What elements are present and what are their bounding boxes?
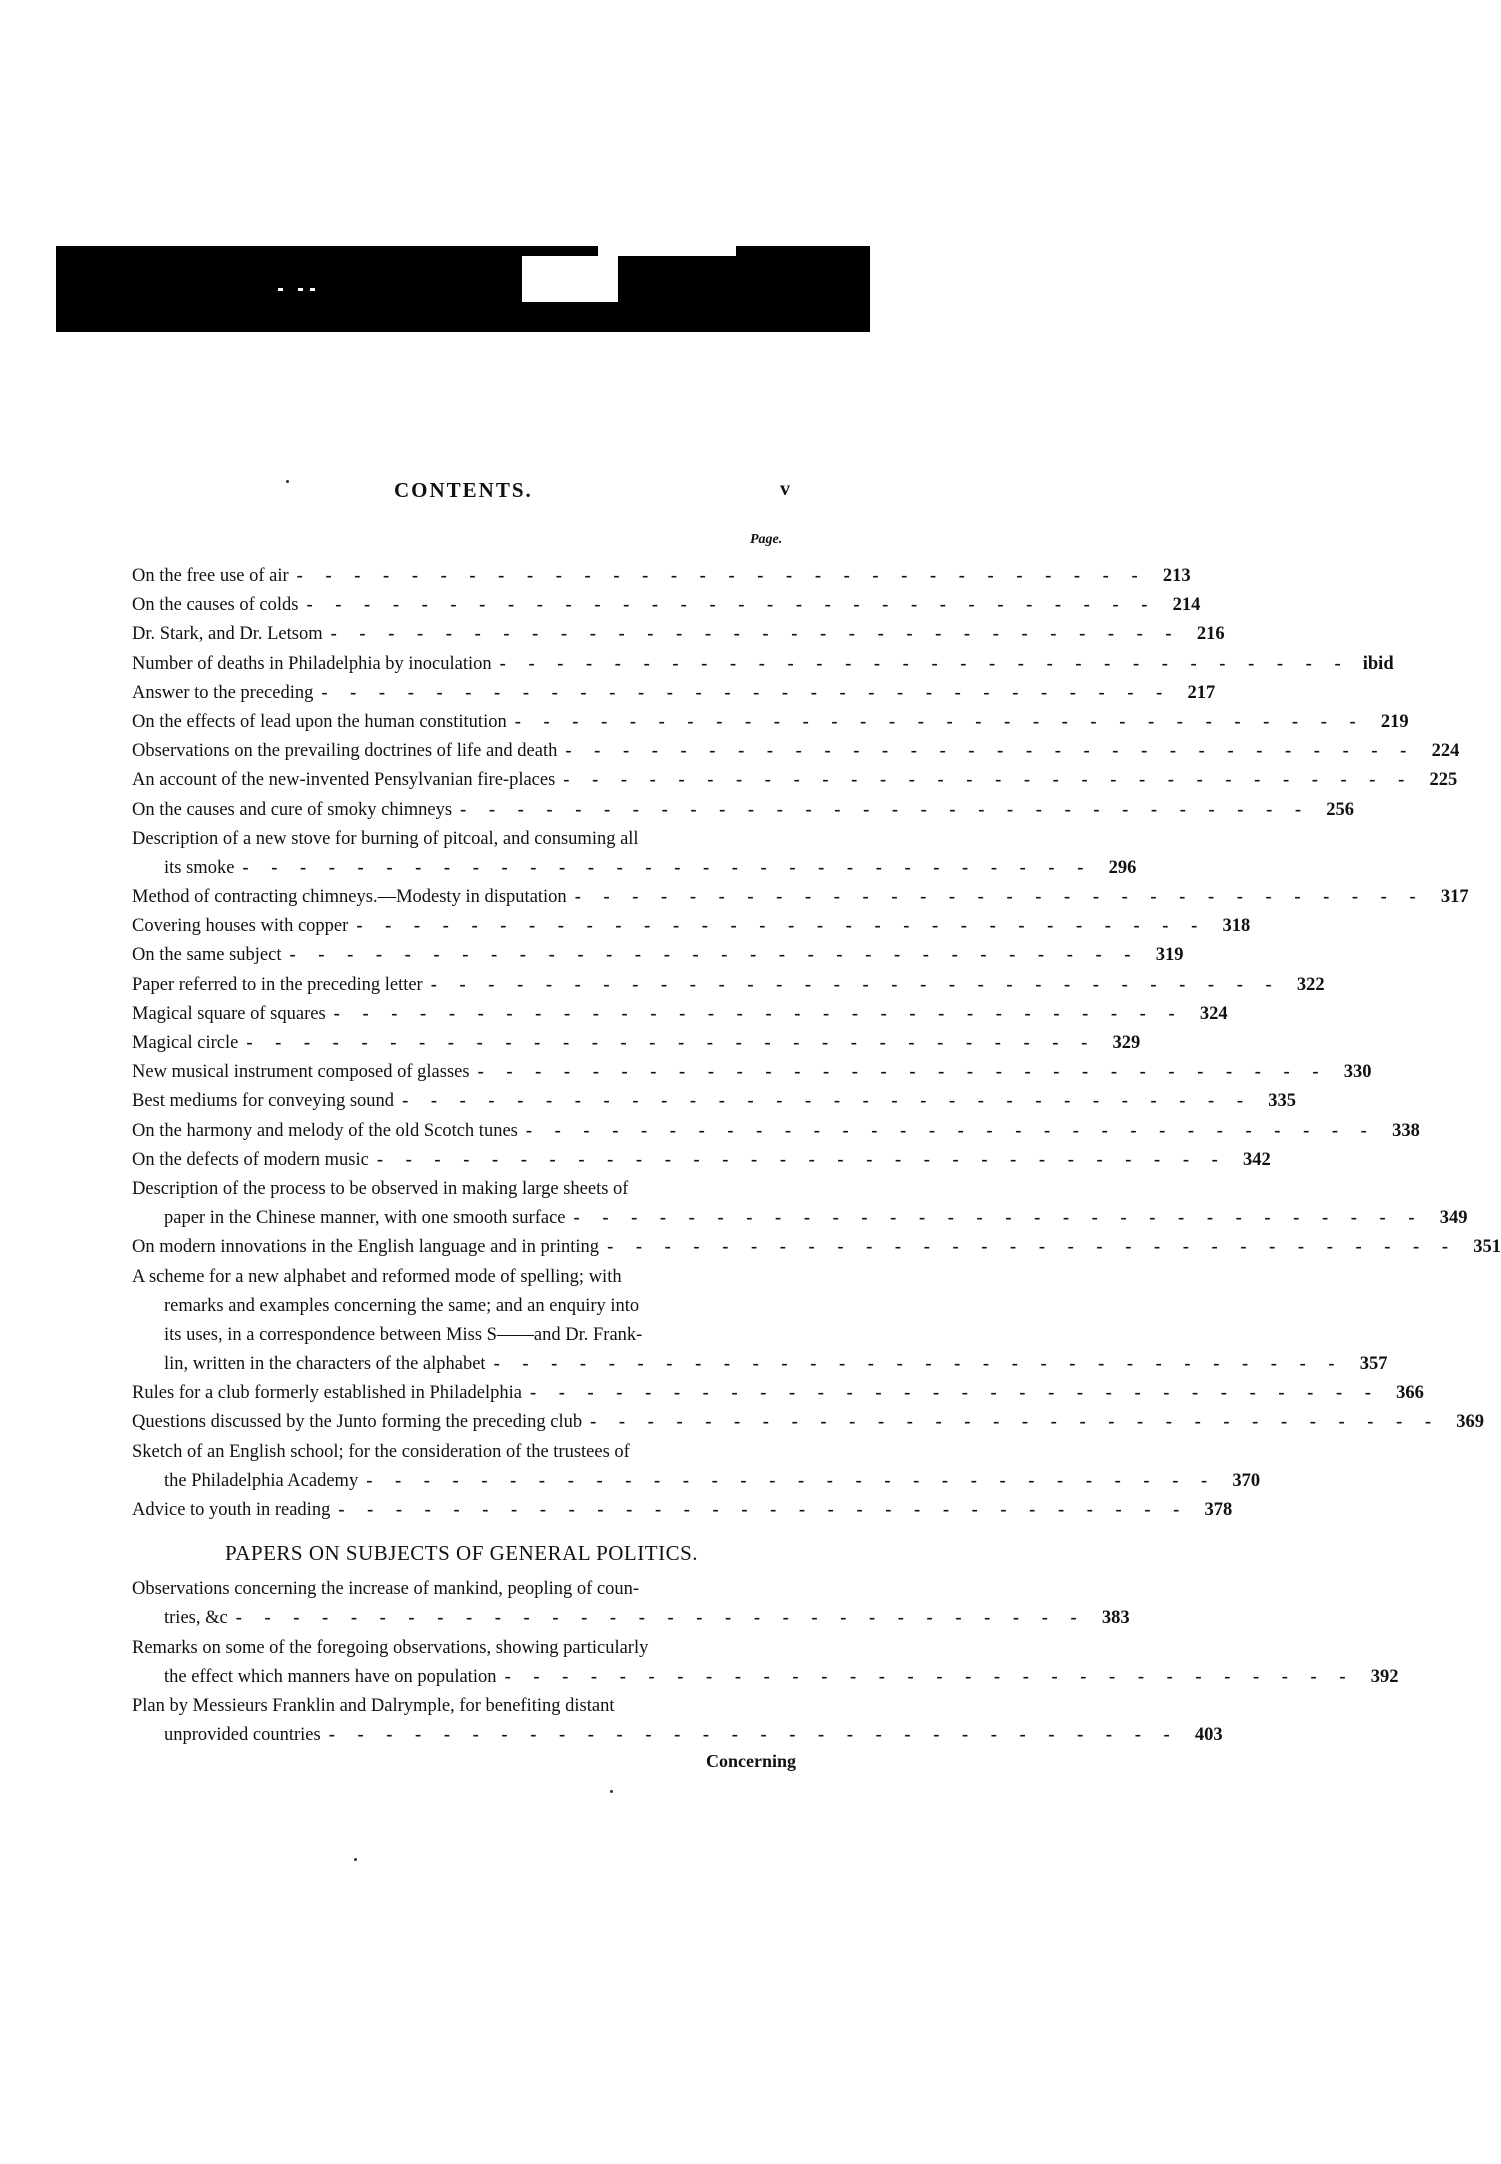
toc-entry-line (132, 620, 1225, 649)
leader-dots: - - - - - - - - - - - - - - - - - - - - - - - - - - - - - - (525, 1120, 1376, 1141)
toc-entry-line (132, 912, 1251, 941)
toc-entry-text: Magical square of squares (132, 1003, 326, 1024)
toc-page-number: 324 (1199, 1003, 1228, 1024)
toc-entry (132, 679, 1216, 708)
toc-entry (132, 1058, 1372, 1087)
catchword: Concerning (706, 1751, 796, 1771)
toc-entry-text: Method of contracting chimneys.—Modesty in disputation (132, 887, 567, 908)
toc-entry-text: Description of a new stove for burning of pitcoal, and consuming all (132, 828, 639, 849)
leader-dots: - - - - - - - - - - - - - - - - - - - - - - - - - - - - - - (235, 1608, 1086, 1629)
scan-speck (354, 1858, 357, 1861)
toc-page-number: 216 (1196, 624, 1225, 645)
toc-page-number: 317 (1440, 887, 1469, 908)
leader-dots: - - - - - - - - - - - - - - - - - - - - - - - - - - - - - - (289, 945, 1140, 966)
toc-entry-text: its smoke (164, 857, 235, 878)
leader-dots: - - - - - - - - - - - - - - - - - - - - - - - - - - - - - - (330, 624, 1181, 645)
toc-entry (132, 562, 1191, 591)
leader-dots: - - - - - - - - - - - - - - - - - - - - - - - - - - - - - - (356, 916, 1207, 937)
toc-entry-line (132, 1692, 807, 1721)
toc-entry (132, 1087, 1297, 1116)
leader-dots: - - - - - - - - - - - - - - - - - - - - - - - - - - - - - - (499, 653, 1350, 674)
leader-dots: - - - - - - - - - - - - - - - - - - - - - - - - - - - - - - (607, 1237, 1458, 1258)
toc-entry-line (132, 1350, 1388, 1379)
toc-entry-line (132, 1408, 1485, 1437)
toc-entry (132, 591, 1201, 620)
leader-dots: - - - - - - - - - - - - - - - - - - - - - - - - - - - - - - (242, 857, 1093, 878)
toc-entry (132, 1634, 1399, 1692)
toc-entry-text: Covering houses with copper (132, 916, 349, 937)
leader-dots: - - - - - - - - - - - - - - - - - - - - - - - - - - - - - - (493, 1354, 1344, 1375)
page-header (0, 478, 953, 508)
toc-entry (132, 1000, 1228, 1029)
toc-entry-line (132, 1029, 1141, 1058)
toc-page-number: 319 (1155, 945, 1184, 966)
toc-entry (132, 912, 1251, 941)
toc-entry-line (132, 1721, 1223, 1750)
toc-entry (132, 708, 1409, 737)
toc-entry-text: the Philadelphia Academy (164, 1470, 359, 1491)
toc-entry (132, 1117, 1420, 1146)
toc-page-number: 224 (1431, 741, 1460, 762)
toc-entry-line (132, 1233, 1501, 1262)
toc-entry-line (132, 737, 1460, 766)
toc-entry-text: unprovided countries (164, 1725, 321, 1746)
toc-page-number: 349 (1439, 1208, 1468, 1229)
toc-entry-text: A scheme for a new alphabet and reformed mode of spelling; with (132, 1266, 622, 1287)
toc-entry-line (132, 1321, 807, 1350)
leader-dots: - - - - - - - - - - - - - - - - - - - - - - - - - - - - - - (338, 1500, 1189, 1520)
toc-entry-text: Dr. Stark, and Dr. Letsom (132, 624, 323, 645)
toc-page-number: 213 (1162, 566, 1191, 586)
scan-dots (278, 288, 316, 292)
toc-entry-line (132, 1292, 807, 1321)
toc-entry-line (132, 1204, 1468, 1233)
toc-entry-text: Best mediums for conveying sound (132, 1091, 395, 1112)
toc-entry-line (132, 1496, 1233, 1525)
toc-entry (132, 1408, 1485, 1437)
toc-entry-line (132, 1175, 807, 1204)
toc-entry (132, 1029, 1141, 1058)
toc-entry-line (132, 1467, 1261, 1496)
leader-dots: - - - - - - - - - - - - - - - - - - - - - - - - - - - - - - (514, 711, 1365, 732)
toc-entry-line (132, 883, 1469, 912)
toc-entry-line (132, 1117, 1420, 1146)
toc-page-number: 322 (1296, 974, 1325, 995)
leader-dots: - - - - - - - - - - - - - - - - - - - - - - - - - - - - - - (460, 799, 1311, 820)
toc-entry-line (132, 1379, 1424, 1408)
toc-page-number: 383 (1101, 1608, 1130, 1629)
toc-entry (132, 1692, 1223, 1750)
leader-dots: - - - - - - - - - - - - - - - - - - - - - - - - - - - - - - (563, 770, 1414, 791)
scan-notch (598, 246, 736, 256)
toc-page-number: ibid (1362, 653, 1394, 674)
leader-dots: - - - - - - - - - - - - - - - - - - - - - - - - - - - - - - (574, 887, 1425, 908)
leader-dots: - - - - - - - - - - - - - - - - - - - - - - - - - - - - - - (306, 595, 1157, 616)
toc-page-number: 378 (1204, 1500, 1233, 1520)
toc-entry-text: On modern innovations in the English language and in printing (132, 1237, 600, 1258)
leader-dots: - - - - - - - - - - - - - - - - - - - - - - - - - - - - - - (376, 1149, 1227, 1170)
toc-page-number: 219 (1380, 711, 1409, 732)
leader-dots: - - - - - - - - - - - - - - - - - - - - - - - - - - - - - - (321, 682, 1172, 703)
toc-entry-text: Magical circle (132, 1033, 239, 1053)
leader-dots: - - - - - - - - - - - - - - - - - - - - - - - - - - - - - - (296, 566, 1147, 586)
toc-entry-text: Description of the process to be observed in making large sheets of (132, 1178, 629, 1199)
scan-speck (286, 480, 289, 483)
leader-dots: - - - - - - - - - - - - - - - - - - - - - - - - - - - - - - (590, 1412, 1441, 1433)
leader-dots: - - - - - - - - - - - - - - - - - - - - - - - - - - - - - - (573, 1208, 1424, 1229)
toc-entry (132, 650, 1394, 679)
toc-entry-text: paper in the Chinese manner, with one smooth surface (164, 1208, 566, 1229)
toc-entry-line (132, 766, 1458, 795)
toc-entry-text: Advice to youth in reading (132, 1500, 331, 1520)
toc-entry-line (132, 1146, 1271, 1175)
leader-dots: - - - - - - - - - - - - - - - - - - - - - - - - - - - - - - (402, 1091, 1253, 1112)
toc-entry (132, 1233, 1501, 1262)
toc-entry-text: lin, written in the characters of the alphabet (164, 1354, 486, 1375)
toc-entry-text: Questions discussed by the Junto forming the preceding club (132, 1412, 583, 1433)
toc-page-number: 329 (1112, 1033, 1141, 1053)
toc-entry-text: Answer to the preceding (132, 682, 314, 703)
toc-entry-text: Remarks on some of the foregoing observations, showing particularly (132, 1637, 649, 1658)
toc-page-number: 342 (1243, 1149, 1271, 1170)
toc-entry-text: On the same subject (132, 945, 282, 966)
leader-dots: - - - - - - - - - - - - - - - - - - - - - - - - - - - - - - (430, 974, 1281, 995)
toc-entry-text: On the effects of lead upon the human constitution (132, 711, 507, 732)
toc-entry-text: Plan by Messieurs Franklin and Dalrymple, for benefiting distant (132, 1695, 615, 1716)
toc-entry (132, 1175, 1468, 1233)
toc-entry-line (132, 679, 1216, 708)
toc-page-number: 369 (1456, 1412, 1485, 1433)
toc-entry-line (132, 1438, 807, 1467)
toc-page-number: 225 (1429, 770, 1458, 791)
table-of-contents (132, 562, 1501, 1750)
toc-entry-text: Observations concerning the increase of mankind, peopling of coun- (132, 1579, 640, 1600)
toc-page-number: 392 (1370, 1666, 1399, 1687)
toc-page-number: 214 (1172, 595, 1201, 616)
toc-entries (132, 562, 1501, 1525)
toc-page-number: 403 (1194, 1725, 1223, 1746)
toc-entry (132, 1438, 1261, 1496)
toc-page-number: 296 (1108, 857, 1137, 878)
toc-entry-line (132, 1663, 1399, 1692)
toc-entry-text: remarks and examples concerning the same; and an enquiry into (164, 1295, 640, 1316)
toc-entry (132, 766, 1458, 795)
toc-page-number: 370 (1232, 1470, 1261, 1491)
toc-page-number: 256 (1326, 799, 1355, 820)
toc-entry-line (132, 708, 1409, 737)
toc-page-number: 338 (1392, 1120, 1420, 1141)
toc-page-number: 217 (1187, 682, 1216, 703)
toc-entry-text: tries, &c (164, 1608, 228, 1629)
toc-entry-line (132, 1263, 807, 1292)
toc-entry-line (132, 562, 1191, 591)
leader-dots: - - - - - - - - - - - - - - - - - - - - - - - - - - - - - - (246, 1033, 1097, 1053)
toc-entry-line (132, 1087, 1297, 1116)
toc-entry-text: its uses, in a correspondence between Miss S——and Dr. Frank- (164, 1324, 643, 1345)
toc-entry-text: Sketch of an English school; for the consideration of the trustees of (132, 1441, 630, 1462)
toc-entry (132, 1263, 1388, 1380)
toc-entry-line (132, 796, 1355, 825)
toc-entry-line (132, 854, 1137, 883)
leader-dots: - - - - - - - - - - - - - - - - - - - - - - - - - - - - - - (565, 741, 1416, 762)
toc-entry (132, 1496, 1233, 1525)
toc-entry-text: On the defects of modern music (132, 1149, 369, 1170)
toc-entry-line (132, 1000, 1228, 1029)
toc-entry (132, 1379, 1424, 1408)
leader-dots: - - - - - - - - - - - - - - - - - - - - - - - - - - - - - - (504, 1666, 1355, 1687)
toc-entry-line (132, 971, 1325, 1000)
page-title: CONTENTS. (394, 478, 533, 502)
toc-page-number: 357 (1359, 1354, 1388, 1375)
scan-speck (610, 1790, 613, 1793)
leader-dots: - - - - - - - - - - - - - - - - - - - - - - - - - - - - - - (333, 1003, 1184, 1024)
section-heading: PAPERS ON SUBJECTS OF GENERAL POLITICS. (224, 1541, 699, 1566)
toc-entry-line (132, 1575, 807, 1604)
toc-entry-text: Observations on the prevailing doctrines of life and death (132, 741, 558, 762)
leader-dots: - - - - - - - - - - - - - - - - - - - - - - - - - - - - - - (477, 1062, 1328, 1083)
toc-entry-text: Rules for a club formerly established in Philadelphia (132, 1383, 522, 1404)
toc-entry-text: On the harmony and melody of the old Scotch tunes (132, 1120, 518, 1141)
toc-page-number: 351 (1473, 1237, 1501, 1258)
toc-entry (132, 1575, 1130, 1633)
toc-entry-line (132, 825, 807, 854)
scan-black-bar (56, 246, 870, 332)
page-column-label: Page. (750, 532, 783, 547)
toc-page-number: 318 (1222, 916, 1251, 937)
toc-entry-text: On the causes of colds (132, 595, 299, 616)
toc-entry (132, 1146, 1271, 1175)
leader-dots: - - - - - - - - - - - - - - - - - - - - - - - - - - - - - - (529, 1383, 1380, 1404)
toc-entry (132, 971, 1325, 1000)
toc-entry-line (132, 650, 1394, 679)
toc-page-number: 366 (1396, 1383, 1424, 1404)
toc-entry (132, 796, 1355, 825)
leader-dots: - - - - - - - - - - - - - - - - - - - - - - - - - - - - - - (366, 1470, 1217, 1491)
toc-entry (132, 620, 1225, 649)
toc-entry-line (132, 1604, 1130, 1633)
toc-entry-line (132, 1058, 1372, 1087)
politics-entries (132, 1575, 1399, 1750)
toc-page-number: 330 (1343, 1062, 1372, 1083)
toc-entry-text: Number of deaths in Philadelphia by inoculation (132, 653, 492, 674)
toc-entry (132, 737, 1460, 766)
toc-entry-text: On the causes and cure of smoky chimneys (132, 799, 453, 820)
toc-entry-text: An account of the new-invented Pensylvanian fire-places (132, 770, 556, 791)
page-number: v (780, 478, 790, 500)
scan-label-box (522, 256, 618, 302)
toc-entry-text: Paper referred to in the preceding letter (132, 974, 423, 995)
toc-entry-line (132, 941, 1184, 970)
toc-entry (132, 883, 1469, 912)
toc-page-number: 335 (1268, 1091, 1297, 1112)
toc-entry-line (132, 1634, 807, 1663)
toc-entry-line (132, 591, 1201, 620)
toc-entry-text: On the free use of air (132, 566, 289, 586)
toc-entry (132, 825, 1137, 883)
toc-entry-text: New musical instrument composed of glasses (132, 1062, 470, 1083)
toc-entry (132, 941, 1184, 970)
toc-entry-text: the effect which manners have on population (164, 1666, 497, 1687)
leader-dots: - - - - - - - - - - - - - - - - - - - - - - - - - - - - - - (328, 1725, 1179, 1746)
